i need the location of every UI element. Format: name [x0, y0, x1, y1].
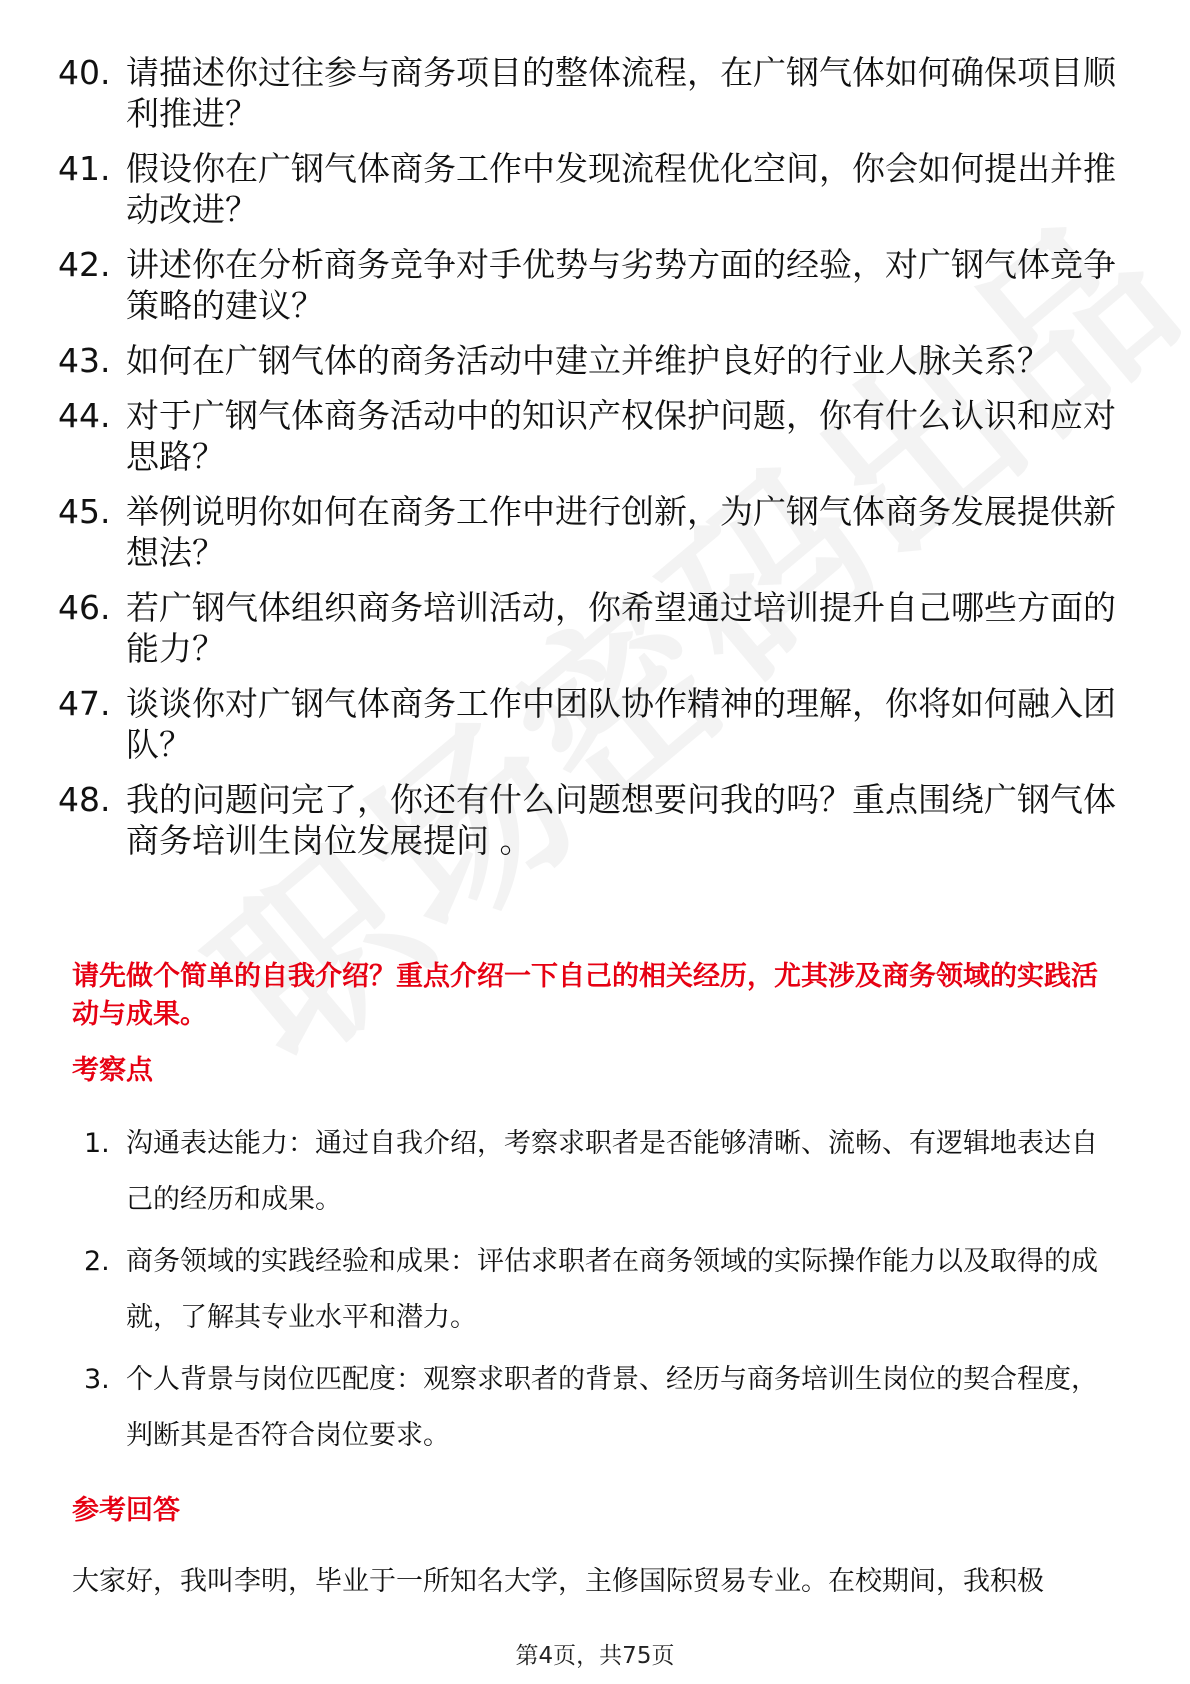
point-number: 2. [84, 1246, 110, 1277]
question-number: 48. [58, 780, 111, 819]
point-number: 1. [84, 1128, 110, 1159]
question-number: 40. [58, 53, 111, 92]
question-text: 谈谈你对广钢气体商务工作中团队协作精神的理解，你将如何融入团队？ [126, 684, 1116, 764]
question-item [58, 491, 1118, 573]
assessment-point [84, 1352, 1114, 1464]
question-item [58, 340, 1118, 381]
question-text: 请描述你过往参与商务项目的整体流程，在广钢气体如何确保项目顺利推进？ [126, 53, 1116, 133]
assessment-points [84, 1116, 1114, 1470]
assessment-point [84, 1234, 1114, 1346]
question-number: 47. [58, 684, 111, 723]
question-item [58, 395, 1118, 477]
point-text: 商务领域的实践经验和成果：评估求职者在商务领域的实际操作能力以及取得的成就，了解其专业水平和潜力。 [126, 1246, 1098, 1333]
question-number: 44. [58, 396, 111, 435]
question-text: 对于广钢气体商务活动中的知识产权保护问题，你有什么认识和应对思路？ [126, 396, 1116, 476]
question-item [58, 244, 1118, 326]
point-text: 沟通表达能力：通过自我介绍，考察求职者是否能够清晰、流畅、有逻辑地表达自己的经历和成果。 [126, 1128, 1098, 1215]
question-number: 45. [58, 492, 111, 531]
question-number: 42. [58, 245, 111, 284]
question-text: 讲述你在分析商务竞争对手优势与劣势方面的经验，对广钢气体竞争策略的建议？ [126, 245, 1116, 325]
question-item [58, 587, 1118, 669]
reference-answer: 大家好，我叫李明，毕业于一所知名大学，主修国际贸易专业。在校期间，我积极 [72, 1566, 1044, 1597]
question-text: 假设你在广钢气体商务工作中发现流程优化空间，你会如何提出并推动改进？ [126, 149, 1116, 229]
question-number: 46. [58, 588, 111, 627]
point-text: 个人背景与岗位匹配度：观察求职者的背景、经历与商务培训生岗位的契合程度，判断其是否符合岗位要求。 [126, 1364, 1098, 1451]
featured-question: 请先做个简单的自我介绍？重点介绍一下自己的相关经历，尤其涉及商务领域的实践活动与成果。 [72, 961, 1098, 1030]
reference-heading: 参考回答 [72, 1495, 180, 1526]
question-item [58, 683, 1118, 765]
question-text: 举例说明你如何在商务工作中进行创新，为广钢气体商务发展提供新想法？ [126, 492, 1116, 572]
point-number: 3. [84, 1364, 110, 1395]
question-item [58, 148, 1118, 230]
question-item [58, 779, 1118, 861]
assessment-point [84, 1116, 1114, 1228]
question-list [58, 52, 1118, 875]
question-number: 41. [58, 149, 111, 188]
question-item [58, 52, 1118, 134]
question-text: 如何在广钢气体的商务活动中建立并维护良好的行业人脉关系？ [126, 341, 1050, 380]
question-text: 我的问题问完了，你还有什么问题想要问我的吗？重点围绕广钢气体商务培训生岗位发展提问 。 [126, 780, 1116, 860]
assessment-heading: 考察点 [72, 1055, 153, 1086]
question-text: 若广钢气体组织商务培训活动，你希望通过培训提升自己哪些方面的能力？ [126, 588, 1116, 668]
page-footer: 第4页，共75页 [515, 1643, 675, 1669]
question-number: 43. [58, 341, 111, 380]
